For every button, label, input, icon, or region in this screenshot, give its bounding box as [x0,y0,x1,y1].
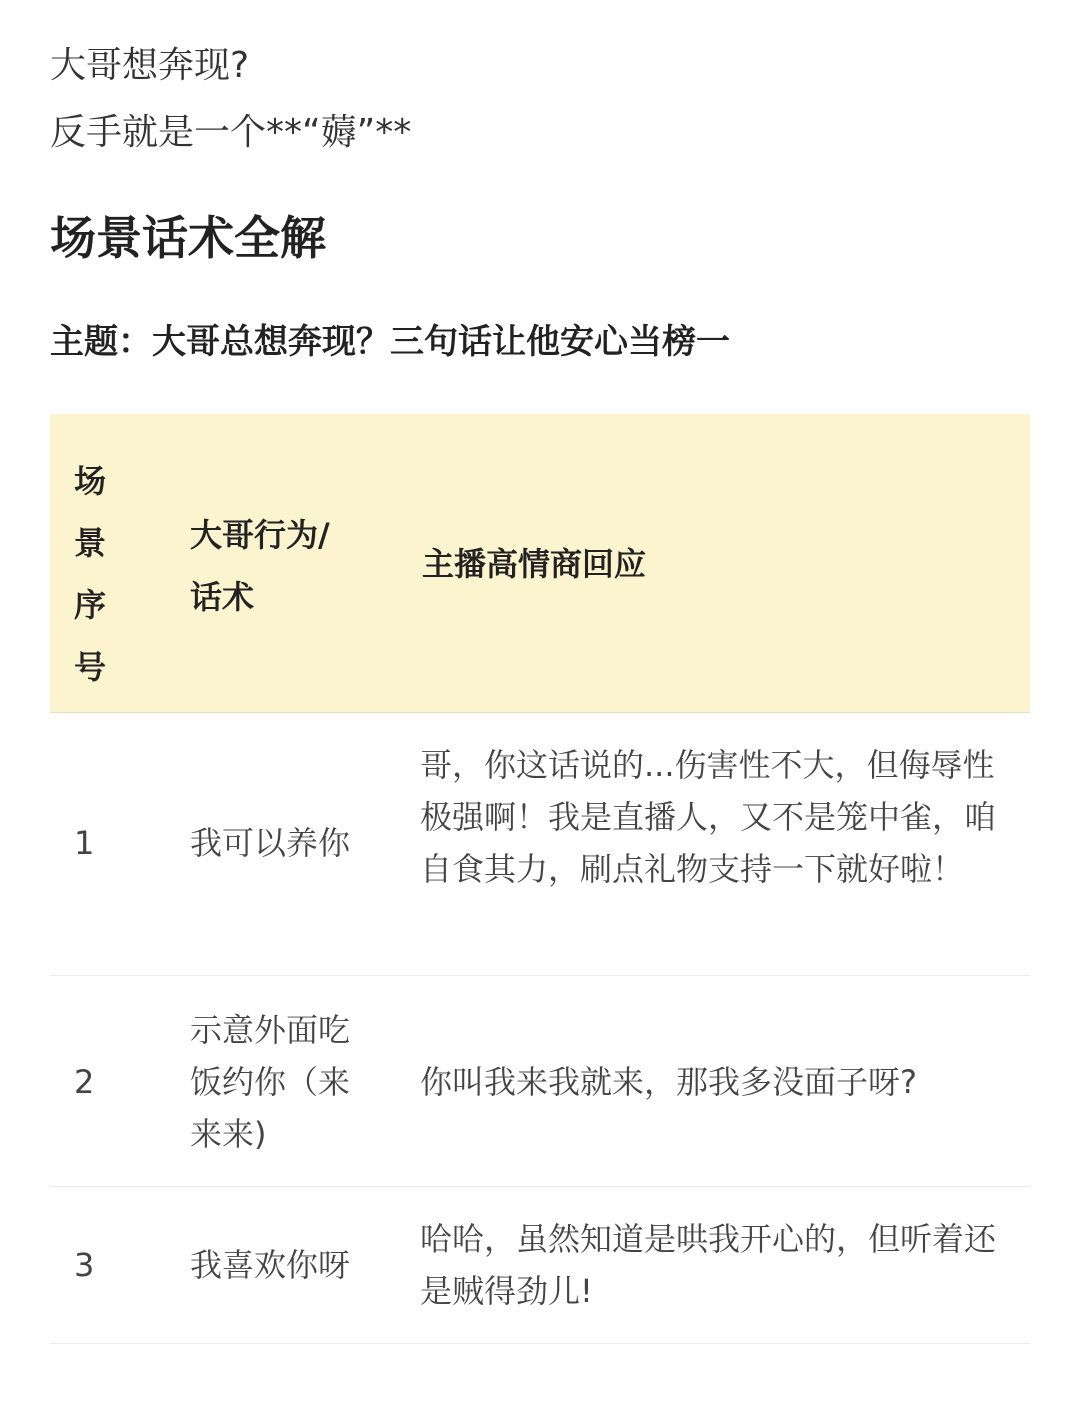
cell-behavior: 我可以养你 [190,824,351,862]
script-table [50,414,1030,1344]
cell-response: 哈哈，虽然知道是哄我开心的，但听着还是贼得劲儿! [420,1220,997,1310]
intro-line-2: 反手就是一个**“薅”** [50,112,412,153]
cell-seq: 3 [74,1246,95,1284]
topic-heading: 主题：大哥总想奔现？三句话让他安心当榜一 [50,322,730,362]
table-row [50,1187,1030,1344]
table-header [50,414,1030,713]
cell-seq: 2 [74,1063,95,1101]
cell-behavior: 我喜欢你呀 [190,1246,351,1284]
cell-response: 你叫我来我就来，那我多没面子呀? [420,1063,917,1101]
cell-response: 哥，你这话说的...伤害性不大，但侮辱性极强啊！我是直播人，又不是笼中雀，咱自食其力，刷点礼物支持一下就好啦！ [420,746,997,888]
intro-line-1: 大哥想奔现? [50,45,250,86]
header-seq: 场景序号 [74,462,107,686]
cell-behavior: 示意外面吃饭约你（来来来) [190,1011,351,1153]
table-row [50,976,1030,1187]
section-title: 场景话术全解 [50,211,326,265]
header-behavior: 大哥行为/话术 [190,516,330,616]
cell-seq: 1 [74,824,95,862]
table-row [50,713,1030,976]
header-response: 主播高情商回应 [422,545,647,583]
